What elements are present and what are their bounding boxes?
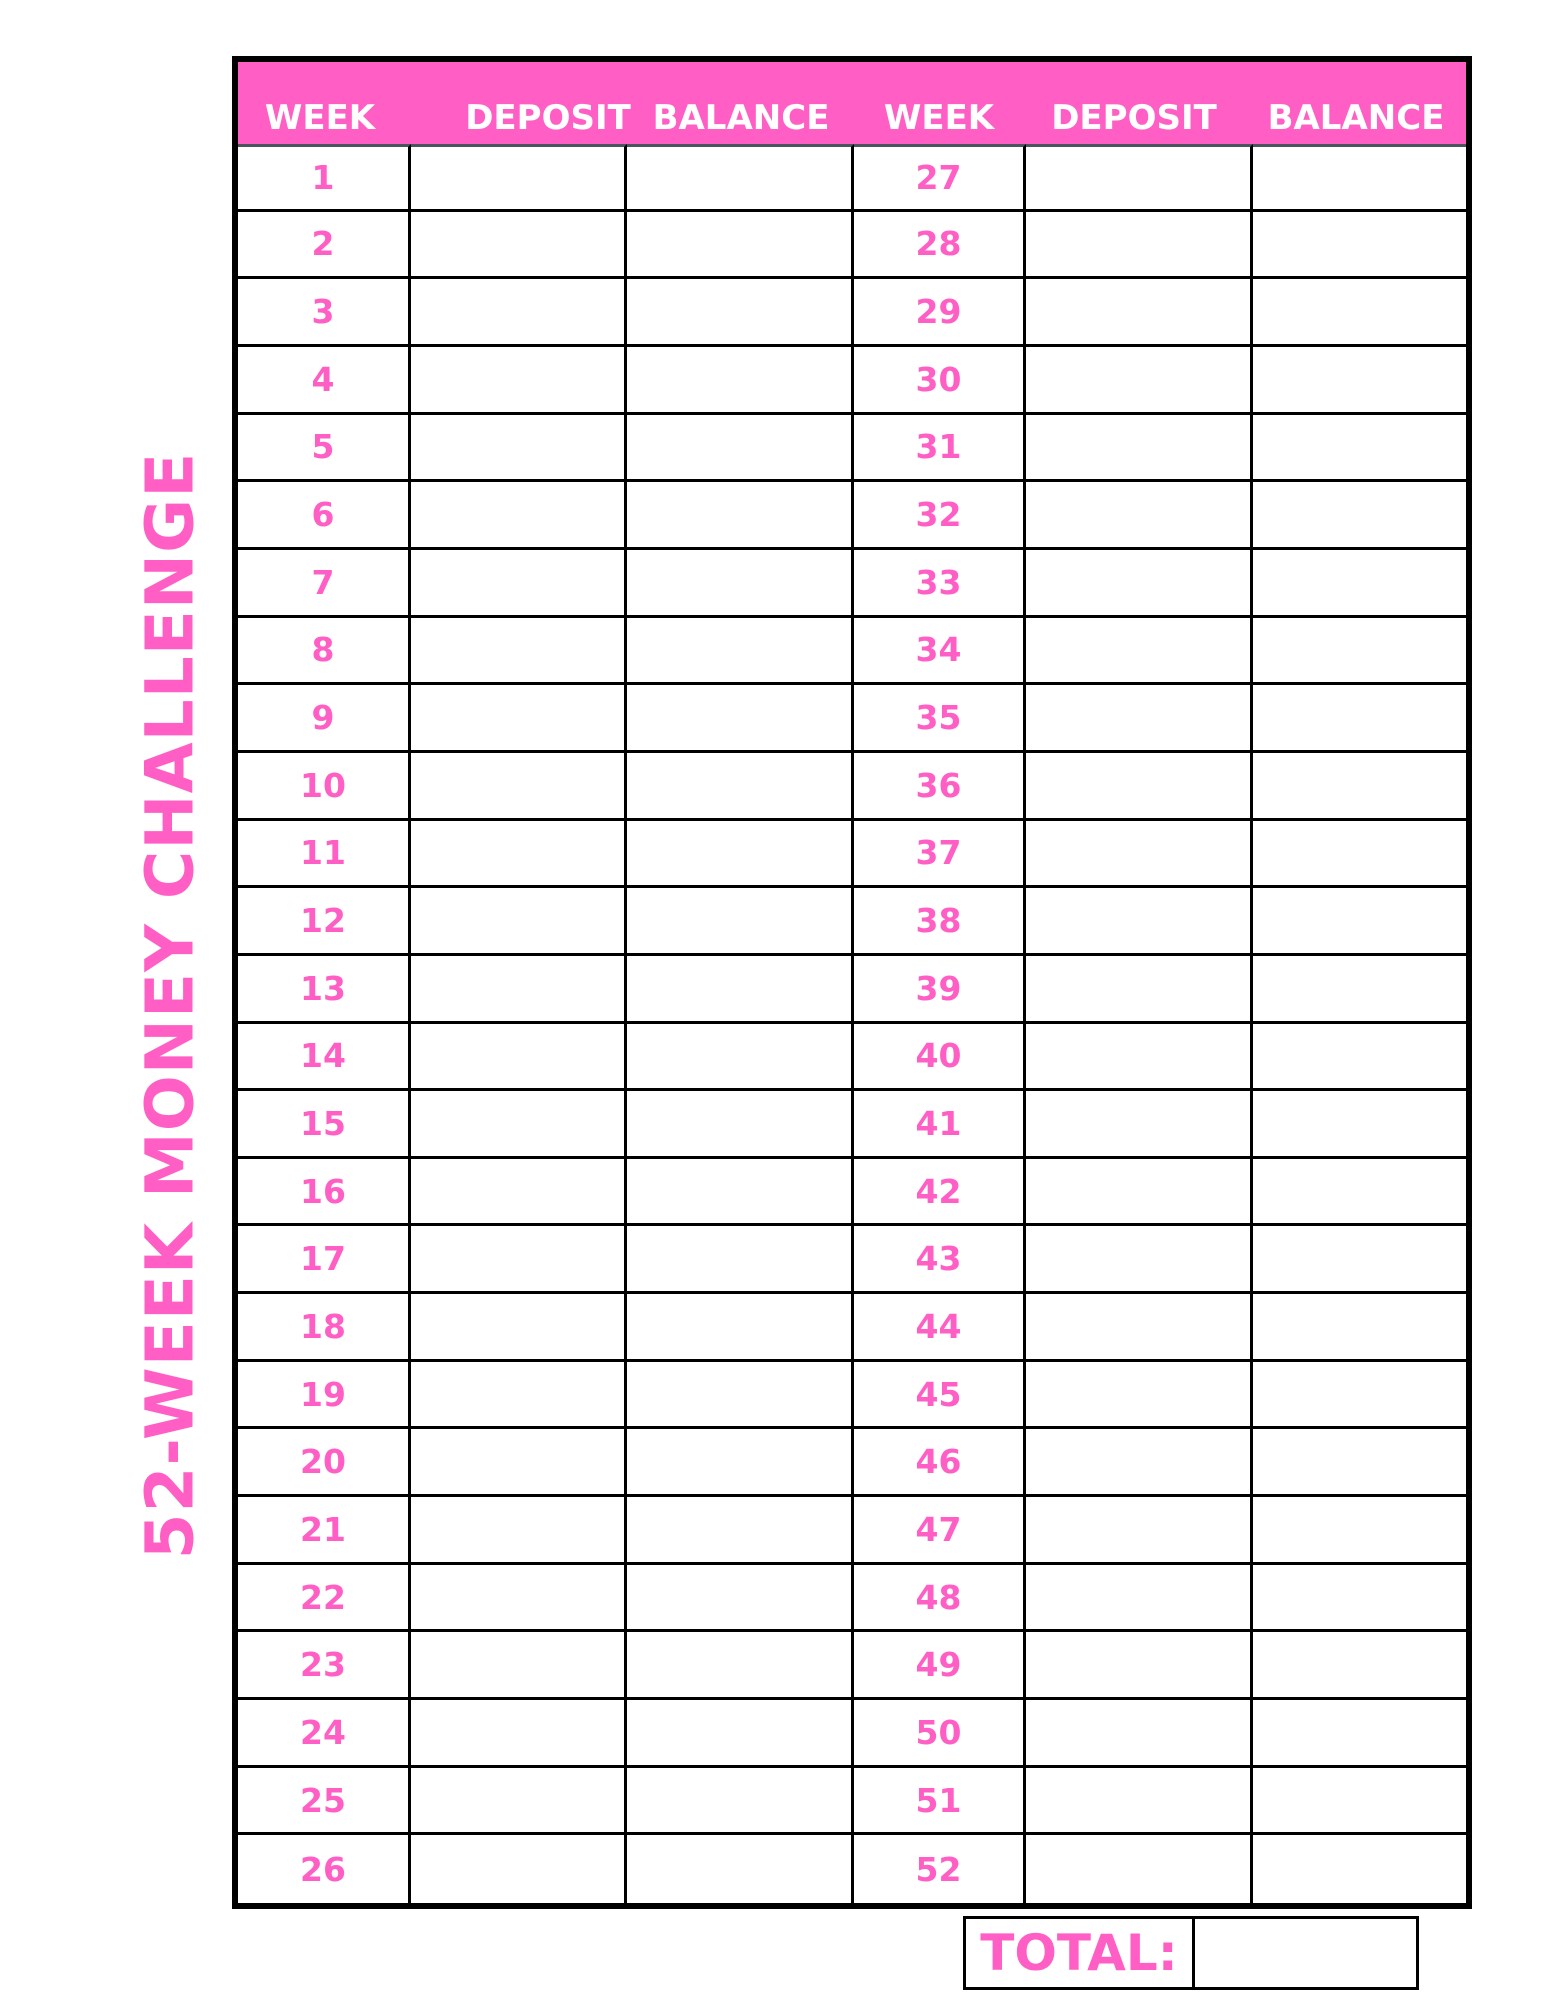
deposit-cell[interactable]: [411, 1429, 627, 1497]
week-number-cell: 2: [238, 212, 411, 280]
week-number-cell: 16: [238, 1159, 411, 1227]
deposit-cell[interactable]: [1026, 212, 1253, 280]
balance-cell[interactable]: [1253, 1091, 1466, 1159]
header-week-left: WEEK: [264, 98, 376, 138]
week-number-cell: 22: [238, 1565, 411, 1633]
week-number-cell: 11: [238, 821, 411, 889]
balance-cell[interactable]: [627, 279, 854, 347]
deposit-cell[interactable]: [411, 279, 627, 347]
table-header: [238, 62, 1466, 144]
deposit-cell[interactable]: [1026, 1226, 1253, 1294]
deposit-cell[interactable]: [411, 144, 627, 212]
balance-cell[interactable]: [627, 821, 854, 889]
deposit-cell[interactable]: [1026, 1429, 1253, 1497]
balance-cell[interactable]: [1253, 1024, 1466, 1092]
balance-cell[interactable]: [627, 1226, 854, 1294]
week-number-cell: 6: [238, 482, 411, 550]
balance-cell[interactable]: [627, 618, 854, 686]
week-number-cell: 33: [854, 550, 1026, 618]
deposit-cell[interactable]: [1026, 685, 1253, 753]
week-number-cell: 21: [238, 1497, 411, 1565]
balance-cell[interactable]: [627, 1429, 854, 1497]
deposit-cell[interactable]: [411, 956, 627, 1024]
deposit-cell[interactable]: [1026, 1091, 1253, 1159]
deposit-cell[interactable]: [411, 685, 627, 753]
balance-cell[interactable]: [1253, 1632, 1466, 1700]
balance-cell[interactable]: [627, 550, 854, 618]
week-number-cell: 4: [238, 347, 411, 415]
week-number-cell: 51: [854, 1768, 1026, 1836]
week-number-cell: 9: [238, 685, 411, 753]
deposit-cell[interactable]: [411, 1091, 627, 1159]
header-week-right: WEEK: [883, 98, 995, 138]
week-number-cell: 48: [854, 1565, 1026, 1633]
deposit-cell[interactable]: [411, 618, 627, 686]
balance-cell[interactable]: [627, 347, 854, 415]
deposit-cell[interactable]: [411, 1632, 627, 1700]
balance-cell[interactable]: [627, 956, 854, 1024]
week-number-cell: 5: [238, 415, 411, 483]
balance-cell[interactable]: [627, 1632, 854, 1700]
deposit-cell[interactable]: [411, 1768, 627, 1836]
header-balance-right: BALANCE: [1267, 98, 1445, 138]
week-number-cell: 50: [854, 1700, 1026, 1768]
week-number-cell: 43: [854, 1226, 1026, 1294]
week-number-cell: 7: [238, 550, 411, 618]
deposit-cell[interactable]: [1026, 347, 1253, 415]
week-number-cell: 17: [238, 1226, 411, 1294]
total-label: TOTAL:: [966, 1919, 1195, 1987]
deposit-cell[interactable]: [1026, 1632, 1253, 1700]
week-number-cell: 13: [238, 956, 411, 1024]
deposit-cell[interactable]: [1026, 1835, 1253, 1903]
balance-cell[interactable]: [627, 1362, 854, 1430]
deposit-cell[interactable]: [411, 1835, 627, 1903]
deposit-cell[interactable]: [1026, 482, 1253, 550]
week-number-cell: 39: [854, 956, 1026, 1024]
balance-cell[interactable]: [1253, 1294, 1466, 1362]
week-number-cell: 38: [854, 888, 1026, 956]
deposit-cell[interactable]: [1026, 1497, 1253, 1565]
deposit-cell[interactable]: [411, 1700, 627, 1768]
week-number-cell: 10: [238, 753, 411, 821]
balance-cell[interactable]: [627, 1294, 854, 1362]
week-number-cell: 47: [854, 1497, 1026, 1565]
deposit-cell[interactable]: [1026, 279, 1253, 347]
header-balance-left: BALANCE: [652, 98, 830, 138]
week-number-cell: 20: [238, 1429, 411, 1497]
deposit-cell[interactable]: [1026, 1294, 1253, 1362]
balance-cell[interactable]: [1253, 1159, 1466, 1227]
deposit-cell[interactable]: [411, 1294, 627, 1362]
week-number-cell: 24: [238, 1700, 411, 1768]
balance-cell[interactable]: [627, 1497, 854, 1565]
header-deposit-right: DEPOSIT: [1051, 98, 1217, 138]
balance-cell[interactable]: [1253, 753, 1466, 821]
balance-cell[interactable]: [627, 1700, 854, 1768]
balance-cell[interactable]: [627, 144, 854, 212]
balance-cell[interactable]: [627, 888, 854, 956]
week-number-cell: 25: [238, 1768, 411, 1836]
balance-cell[interactable]: [1253, 821, 1466, 889]
week-number-cell: 35: [854, 685, 1026, 753]
deposit-cell[interactable]: [411, 415, 627, 483]
week-number-cell: 8: [238, 618, 411, 686]
balance-cell[interactable]: [1253, 415, 1466, 483]
week-number-cell: 46: [854, 1429, 1026, 1497]
deposit-cell[interactable]: [411, 1024, 627, 1092]
balance-cell[interactable]: [1253, 1700, 1466, 1768]
week-number-cell: 23: [238, 1632, 411, 1700]
balance-cell[interactable]: [1253, 956, 1466, 1024]
deposit-cell[interactable]: [411, 1565, 627, 1633]
week-number-cell: 3: [238, 279, 411, 347]
balance-cell[interactable]: [1253, 550, 1466, 618]
balance-cell[interactable]: [627, 482, 854, 550]
balance-cell[interactable]: [1253, 685, 1466, 753]
week-number-cell: 49: [854, 1632, 1026, 1700]
balance-cell[interactable]: [1253, 1362, 1466, 1430]
week-number-cell: 32: [854, 482, 1026, 550]
balance-cell[interactable]: [627, 1565, 854, 1633]
week-number-cell: 45: [854, 1362, 1026, 1430]
balance-cell[interactable]: [1253, 279, 1466, 347]
deposit-cell[interactable]: [1026, 1565, 1253, 1633]
week-number-cell: 44: [854, 1294, 1026, 1362]
week-number-cell: 30: [854, 347, 1026, 415]
total-value-field[interactable]: [1195, 1919, 1416, 1987]
deposit-cell[interactable]: [411, 482, 627, 550]
balance-cell[interactable]: [1253, 482, 1466, 550]
week-number-cell: 12: [238, 888, 411, 956]
deposit-cell[interactable]: [1026, 1024, 1253, 1092]
week-number-cell: 19: [238, 1362, 411, 1430]
deposit-cell[interactable]: [411, 1497, 627, 1565]
table-body: [238, 144, 1466, 1903]
challenge-table: [232, 56, 1472, 1909]
balance-cell[interactable]: [1253, 618, 1466, 686]
balance-cell[interactable]: [627, 1091, 854, 1159]
deposit-cell[interactable]: [1026, 888, 1253, 956]
deposit-cell[interactable]: [411, 347, 627, 415]
balance-cell[interactable]: [627, 753, 854, 821]
week-number-cell: 29: [854, 279, 1026, 347]
header-deposit-left: DEPOSIT: [465, 98, 631, 138]
week-number-cell: 1: [238, 144, 411, 212]
week-number-cell: 28: [854, 212, 1026, 280]
week-number-cell: 52: [854, 1835, 1026, 1903]
balance-cell[interactable]: [1253, 1226, 1466, 1294]
deposit-cell[interactable]: [1026, 415, 1253, 483]
deposit-cell[interactable]: [1026, 956, 1253, 1024]
deposit-cell[interactable]: [1026, 1768, 1253, 1836]
week-number-cell: 18: [238, 1294, 411, 1362]
page-title: 52-WEEK MONEY CHALLENGE: [131, 451, 209, 1559]
balance-cell[interactable]: [1253, 1429, 1466, 1497]
balance-cell[interactable]: [627, 1768, 854, 1836]
deposit-cell[interactable]: [1026, 1159, 1253, 1227]
balance-cell[interactable]: [1253, 1768, 1466, 1836]
week-number-cell: 14: [238, 1024, 411, 1092]
week-number-cell: 26: [238, 1835, 411, 1903]
balance-cell[interactable]: [1253, 347, 1466, 415]
week-number-cell: 27: [854, 144, 1026, 212]
week-number-cell: 40: [854, 1024, 1026, 1092]
deposit-cell[interactable]: [411, 1159, 627, 1227]
deposit-cell[interactable]: [411, 550, 627, 618]
deposit-cell[interactable]: [411, 212, 627, 280]
balance-cell[interactable]: [627, 1835, 854, 1903]
week-number-cell: 37: [854, 821, 1026, 889]
balance-cell[interactable]: [1253, 144, 1466, 212]
balance-cell[interactable]: [627, 1024, 854, 1092]
deposit-cell[interactable]: [1026, 618, 1253, 686]
week-number-cell: 41: [854, 1091, 1026, 1159]
deposit-cell[interactable]: [411, 1226, 627, 1294]
deposit-cell[interactable]: [1026, 144, 1253, 212]
balance-cell[interactable]: [1253, 888, 1466, 956]
balance-cell[interactable]: [627, 212, 854, 280]
deposit-cell[interactable]: [411, 753, 627, 821]
deposit-cell[interactable]: [1026, 1700, 1253, 1768]
balance-cell[interactable]: [1253, 1835, 1466, 1903]
balance-cell[interactable]: [627, 415, 854, 483]
deposit-cell[interactable]: [1026, 821, 1253, 889]
deposit-cell[interactable]: [1026, 550, 1253, 618]
week-number-cell: 31: [854, 415, 1026, 483]
deposit-cell[interactable]: [411, 1362, 627, 1430]
deposit-cell[interactable]: [411, 888, 627, 956]
deposit-cell[interactable]: [1026, 753, 1253, 821]
balance-cell[interactable]: [1253, 212, 1466, 280]
page-title-container: [131, 451, 209, 1559]
total-box: [963, 1916, 1419, 1990]
week-number-cell: 42: [854, 1159, 1026, 1227]
week-number-cell: 15: [238, 1091, 411, 1159]
deposit-cell[interactable]: [1026, 1362, 1253, 1430]
week-number-cell: 34: [854, 618, 1026, 686]
week-number-cell: 36: [854, 753, 1026, 821]
balance-cell[interactable]: [1253, 1497, 1466, 1565]
balance-cell[interactable]: [1253, 1565, 1466, 1633]
balance-cell[interactable]: [627, 1159, 854, 1227]
deposit-cell[interactable]: [411, 821, 627, 889]
balance-cell[interactable]: [627, 685, 854, 753]
